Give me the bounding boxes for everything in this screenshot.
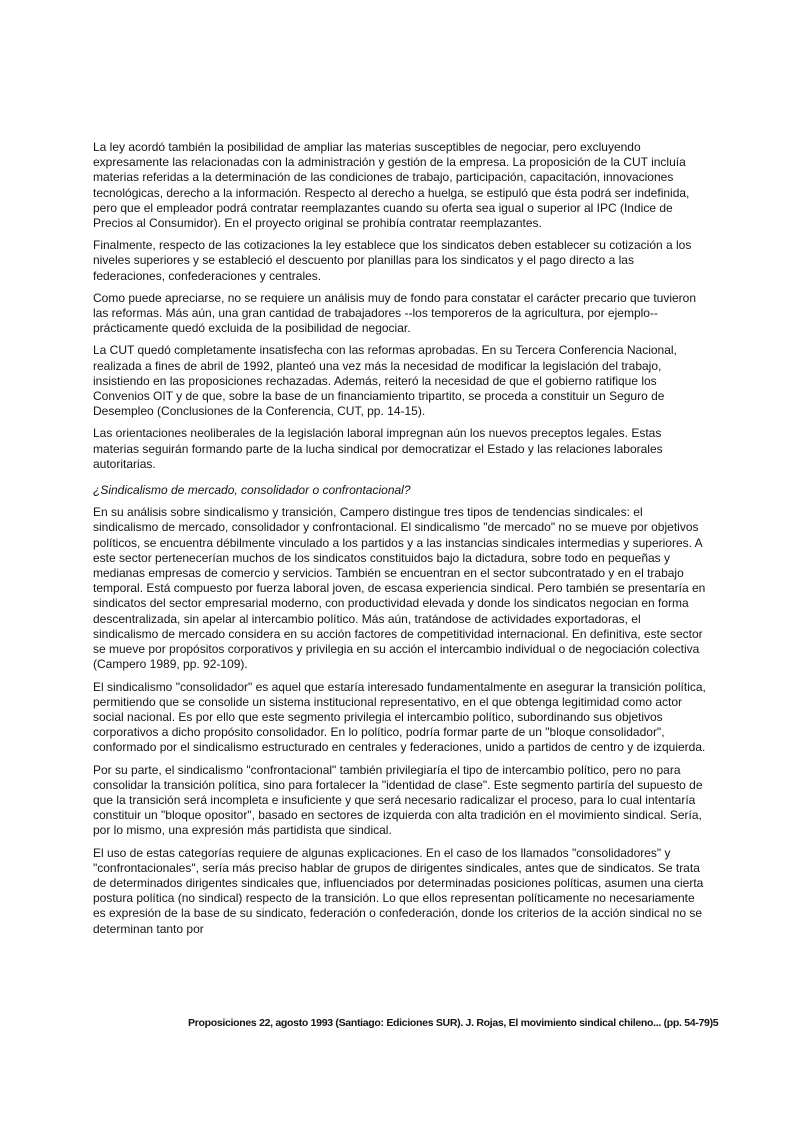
footer-citation: Proposiciones 22, agosto 1993 (Santiago: Ediciones SUR). J. Rojas, El movimiento sindical chileno... (pp. 54-79) — [188, 1017, 713, 1029]
paragraph-reformas-precarias: Como puede apreciarse, no se requiere un análisis muy de fondo para constatar el carácter precario que tuvieron las reformas. Más aún, una gran cantidad de trabajadores --los temporeros de la agricultura, por ejemplo-- prácticamente quedó excluida de la posibilidad de negociar. — [93, 290, 697, 336]
document-body — [93, 140, 709, 944]
paragraph-cut-conferencia: La CUT quedó completamente insatisfecha con las reformas aprobadas. En su Tercera Conferencia Nacional, realizada a fines de abril de 1992, planteó una vez más la necesidad de modificar la legislación del trabajo, insistiendo en las proposiciones rechazadas. Además, reiteró la necesidad de que el gobierno ratifique los Convenios OIT y de que, sobre la base de un financiamiento tripartito, se proceda a constituir un Seguro de Desempleo (Conclusiones de la Conferencia, CUT, pp. 14-15). — [93, 343, 677, 419]
paragraph-sindicalismo-mercado: En su análisis sobre sindicalismo y transición, Campero distingue tres tipos de tendencias sindicales: el sindicalismo de mercado, consolidador y confrontacional. El sindicalismo "de mercado" no se mueve por objetivos políticos, se encuentra débilmente vinculado a los partidos y a las instancias sindicales intermedias y superiores. A este sector pertenecerían muchos de los sindicatos constituidos bajo la dictadura, sobre todo en pequeñas y medianas empresas de comercio y servicios. También se encuentran en el sector subcontratado y en el trabajo temporal. Está compuesto por fuerza laboral joven, de escasa experiencia sindical. Pero también se presentaría en sindicatos del sector empresarial moderno, con productividad elevada y donde los sindicatos negocian en forma descentralizada, sin apelar al intercambio político. Más aún, tratándose de actividades exportadoras, el sindicalismo de mercado considera en su acción factores de competitividad internacional. En definitiva, este sector se mueve por propósitos corporativos y privilegia en su acción el intercambio individual o de negociación colectiva (Campero 1989, pp. 92-109). — [93, 505, 706, 672]
paragraph-sindicalismo-confrontacional: Por su parte, el sindicalismo "confrontacional" también privilegiaría el tipo de intercambio político, pero no para consolidar la transición política, sino para fortalecer la "identidad de clase". Este segmento partiría del supuesto de que la transición será incompleta e insuficiente y que será necesario radicalizar el proceso, para lo cual intentaría constituir un "bloque opositor", basado en sectores de izquierda con alta tradición en el movimiento sindical. Sería, por lo mismo, una expresión más partidista que sindical. — [93, 762, 703, 838]
paragraph-negociacion-huelga: La ley acordó también la posibilidad de ampliar las materias susceptibles de negociar, pero excluyendo expresamente las relacionadas con la administración y gestión de la empresa. La proposición de la CUT incluía materias referidas a la determinación de las condiciones de trabajo, participación, capacitación, innovaciones tecnológicas, derecho a la información. Respecto al derecho a huelga, se estipuló que ésta podrá ser indefinida, pero que el empleador podrá contratar reemplazantes cuando su oferta sea igual o superior al IPC (Indice de Precios al Consumidor). En el proyecto original se prohibía contratar reemplazantes. — [93, 140, 690, 231]
paragraph-sindicalismo-consolidador: El sindicalismo "consolidador" es aquel que estaría interesado fundamentalmente en asegurar la transición política, permitiendo que se consolide un sistema institucional representativo, en el que obtenga legitimidad como actor social nacional. Es por ello que este segmento privilegia el intercambio político, subordinando sus objetivos corporativos a dicho propósito consolidador. En lo político, podría formar parte de un "bloque consolidador", conformado por el sindicalismo estructurado en centrales y federaciones, unido a partidos de centro y de izquierda. — [93, 679, 706, 755]
section-heading: ¿Sindicalismo de mercado, consolidador o confrontacional? — [93, 483, 411, 498]
page-number: 5 — [712, 1017, 719, 1029]
page-footer — [188, 1017, 719, 1029]
paragraph-cotizaciones: Finalmente, respecto de las cotizaciones la ley establece que los sindicatos deben establecer su cotización a los niveles superiores y se estableció el descuento por planillas para los sindicatos y el pago directo a las federaciones, confederaciones y centrales. — [93, 238, 692, 283]
paragraph-uso-categorias: El uso de estas categorías requiere de algunas explicaciones. En el caso de los llamados "consolidadores" y "confrontacionales", sería más preciso hablar de grupos de dirigentes sindicales, antes que de sindicatos. Se trata de determinados dirigentes sindicales que, influenciados por determinadas posiciones políticas, asumen una cierta postura política (no sindical) respecto de la transición. Lo que ellos representan políticamente no necesariamente es expresión de la base de su sindicato, federación o confederación, donde los criterios de la acción sindical no se determinan tanto por — [93, 845, 704, 936]
paragraph-orientaciones-neoliberales: Las orientaciones neoliberales de la legislación laboral impregnan aún los nuevos preceptos legales. Estas materias seguirán formando parte de la lucha sindical por democratizar el Estado y las relaciones laborales autoritarias. — [93, 426, 663, 471]
